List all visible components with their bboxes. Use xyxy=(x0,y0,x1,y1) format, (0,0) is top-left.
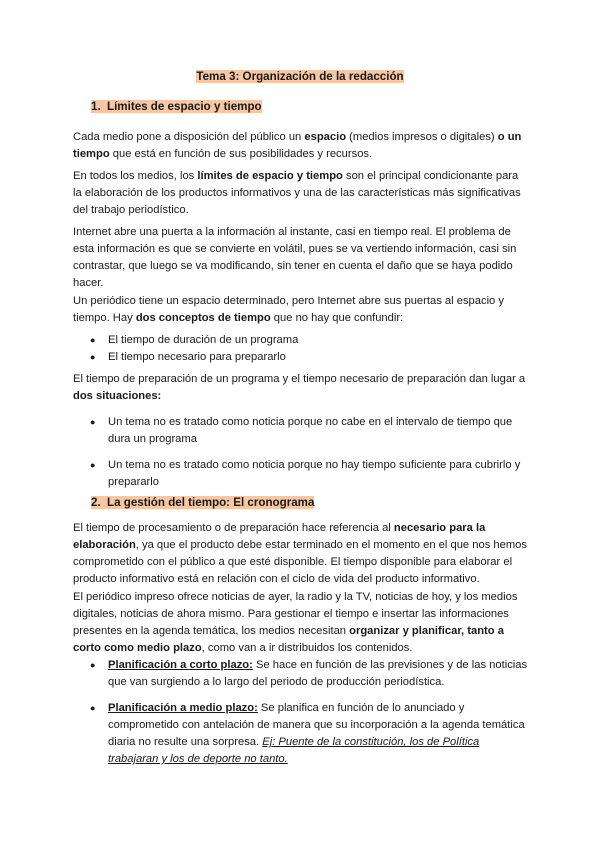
list-item-text: El tiempo de duración de un programa xyxy=(108,334,299,346)
section-1-list-2 xyxy=(90,414,528,491)
list-item-text: Un tema no es tratado como noticia porque no cabe en el intervalo de tiempo que dura un programa xyxy=(108,416,513,445)
section-2-paragraph-2 xyxy=(73,589,528,657)
bold-run: dos conceptos de tiempo xyxy=(135,312,271,324)
section-1-heading-text: Límites de espacio y tiempo xyxy=(107,100,262,113)
section-1-number: 1. xyxy=(91,100,101,113)
section-2-heading-text: La gestión del tiempo: El cronograma xyxy=(107,496,315,509)
text-run: El tiempo de procesamiento o de preparación hace referencia al xyxy=(73,522,394,534)
list-item xyxy=(90,332,528,349)
bold-run: organizar y planificar, tanto a corto como medio plazo xyxy=(73,625,504,654)
section-2-list xyxy=(90,657,528,768)
list-item xyxy=(90,457,528,491)
section-1-list-1 xyxy=(90,332,528,366)
text-run: que está en función de sus posibilidades y recursos. xyxy=(109,148,373,160)
bold-run: o un tiempo xyxy=(73,131,522,160)
bold-run: límites de espacio y tiempo xyxy=(197,170,343,182)
section-2-number: 2. xyxy=(91,496,101,509)
text-run: , como van a ir distribuidos los contenidos. xyxy=(201,642,413,654)
section-1-paragraph-1 xyxy=(73,129,528,163)
list-item-label: Planificación a medio plazo: xyxy=(108,702,258,714)
section-1-heading xyxy=(91,100,262,113)
bullet-icon: ● xyxy=(90,703,96,713)
bold-run: espacio xyxy=(304,131,347,143)
text-run: En todos los medios, los xyxy=(73,170,198,182)
text-run: que no hay que confundir: xyxy=(270,312,404,324)
list-item xyxy=(90,414,528,448)
text-run: (medios impresos o digitales) xyxy=(346,131,498,143)
text-run: son el principal condicionante para la elaboración de los productos informativos y una de las características más significativas del trabajo periodístico. xyxy=(73,170,521,216)
section-2-heading-highlight xyxy=(91,496,314,509)
bullet-icon: ● xyxy=(90,660,96,670)
bullet-icon: ● xyxy=(90,352,96,362)
bullet-icon: ● xyxy=(90,335,96,345)
text-run: El tiempo de preparación de un programa y el tiempo necesario de preparación dan lugar a xyxy=(73,373,526,385)
text-run: , ya que el producto debe estar terminado en el momento en el que nos hemos comprometido con el público a que esté disponible. El tiempo disponible para elaborar el producto informativo está en relación con el ciclo de vida del producto informativo. xyxy=(73,539,527,585)
text-run: Un periódico tiene un espacio determinado, pero Internet abre sus puertas al espacio y tiempo. Hay xyxy=(73,295,504,324)
list-item xyxy=(90,700,528,768)
list-item xyxy=(90,657,528,691)
list-item-label: Planificación a corto plazo: xyxy=(108,659,253,671)
page-title xyxy=(0,70,600,83)
bold-run: necesario para la elaboración xyxy=(73,522,486,551)
bullet-icon: ● xyxy=(90,417,96,427)
title-text: Tema 3: Organización de la redacción xyxy=(196,70,404,83)
list-item xyxy=(90,349,528,366)
section-1-heading-highlight xyxy=(91,100,262,113)
list-item-text: El tiempo necesario para prepararlo xyxy=(108,351,286,363)
section-1-paragraph-5 xyxy=(73,371,528,405)
list-item-text: Se hace en función de las previsiones y de las noticias que van surgiendo a lo largo del periodo de producción periodística. xyxy=(108,659,528,688)
section-1-paragraph-2 xyxy=(73,168,528,219)
list-item-example: Ej: Puente de la constitución, los de Política trabajaran y los de deporte no tanto. xyxy=(108,736,480,765)
section-1-paragraph-4 xyxy=(73,293,528,327)
bold-run: dos situaciones: xyxy=(73,390,162,402)
section-2-paragraph-1 xyxy=(73,520,528,588)
bullet-icon: ● xyxy=(90,460,96,470)
list-item-text: Se planifica en función de lo anunciado y comprometido con antelación de manera que su incorporación a la agenda temática diaria no resulte una sorpresa. xyxy=(108,702,525,748)
section-2-heading xyxy=(91,496,314,509)
text-run: Cada medio pone a disposición del público un xyxy=(73,131,305,143)
list-item-text: Un tema no es tratado como noticia porque no hay tiempo suficiente para cubrirlo y prepararlo xyxy=(108,459,521,488)
text-run: El periódico impreso ofrece noticias de ayer, la radio y la TV, noticias de hoy, y los medios digitales, noticias de ahora mismo. Para gestionar el tiempo e insertar las informaciones presentes en la agenda temática, los medios necesitan xyxy=(73,591,518,637)
section-1-paragraph-3: Internet abre una puerta a la información al instante, casi en tiempo real. El problema de esta información es que se convierte en volátil, pues se va vertiendo información, casi sin contrastar, que luego se va modificando, sin tener en cuenta el daño que se haya podido hacer. xyxy=(73,226,517,289)
